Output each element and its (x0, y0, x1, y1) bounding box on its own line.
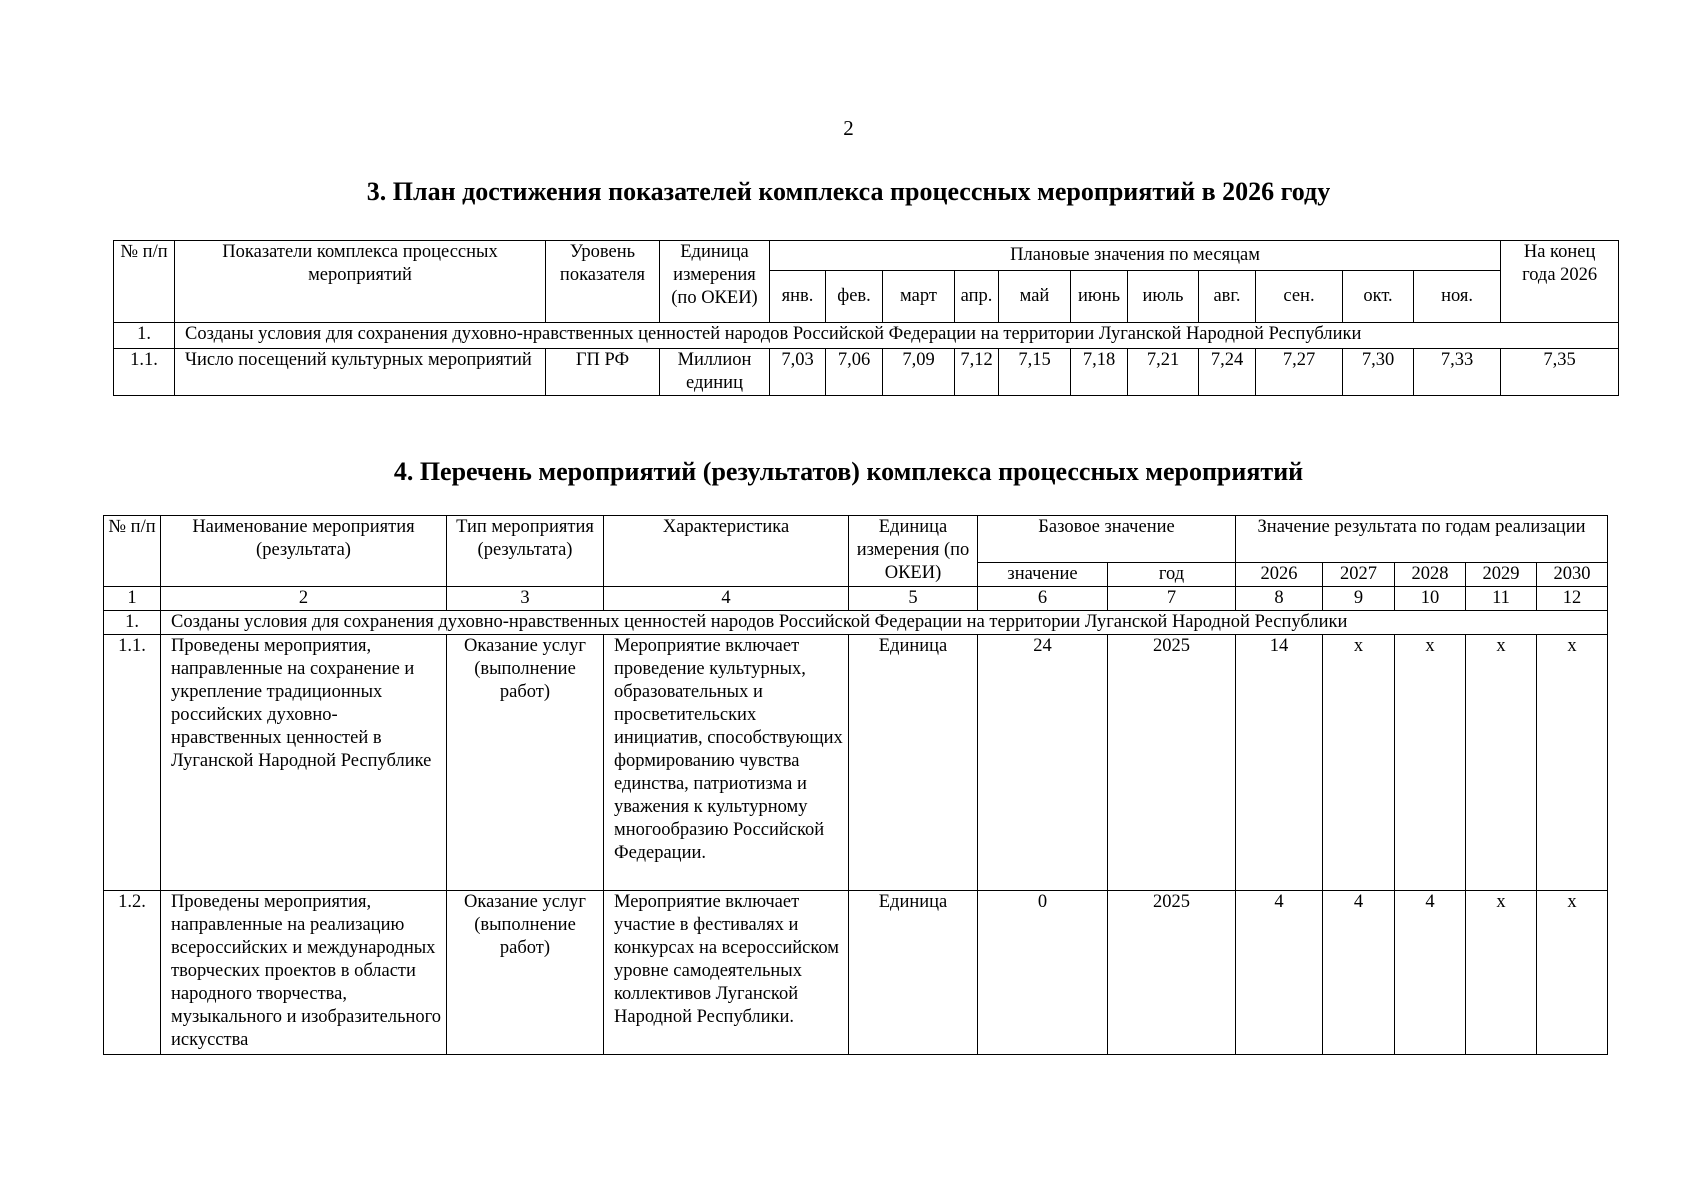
row-base-year: 2025 (1108, 635, 1236, 891)
row-name: Проведены мероприятия, направленные на реализацию всероссийских и международных творческих проектов в области народного творчества, музыкального и изобразительного искусства (161, 891, 447, 1055)
header-level: Уровень показателя (546, 241, 660, 323)
row-level: ГП РФ (546, 349, 660, 396)
row-unit: Миллион единиц (660, 349, 770, 396)
month-value: 7,15 (999, 349, 1071, 396)
header-type: Тип мероприятия (результата) (447, 516, 604, 587)
row-num: 1.1. (104, 635, 161, 891)
month-header: май (999, 271, 1071, 323)
page-number: 2 (843, 116, 854, 140)
header-base-value: значение (978, 563, 1108, 587)
header-year: 2030 (1537, 563, 1608, 587)
column-number: 6 (978, 587, 1108, 611)
column-number: 3 (447, 587, 604, 611)
header-year: 2027 (1323, 563, 1395, 587)
month-header: апр. (955, 271, 999, 323)
month-header: сен. (1256, 271, 1343, 323)
section-row-text: Созданы условия для сохранения духовно-нравственных ценностей народов Российской Федерации на территории Луганской Народной Республики (161, 611, 1608, 635)
month-value: 7,12 (955, 349, 999, 396)
header-year: 2026 (1236, 563, 1323, 587)
month-header: ноя. (1414, 271, 1501, 323)
header-name: Наименование мероприятия (результата) (161, 516, 447, 587)
month-header: янв. (770, 271, 826, 323)
section-4-title: 4. Перечень мероприятий (результатов) комплекса процессных мероприятий (393, 457, 1304, 486)
section-row-text: Созданы условия для сохранения духовно-нравственных ценностей народов Российской Федерации на территории Луганской Народной Республики (175, 323, 1619, 349)
month-value: 7,27 (1256, 349, 1343, 396)
row-year-end: 7,35 (1501, 349, 1619, 396)
header-year: 2029 (1466, 563, 1537, 587)
section-row-num: 1. (114, 323, 175, 349)
header-unit: Единица измерения (по ОКЕИ) (660, 241, 770, 323)
column-number: 8 (1236, 587, 1323, 611)
column-number: 5 (849, 587, 978, 611)
row-base-value: 0 (978, 891, 1108, 1055)
column-number: 12 (1537, 587, 1608, 611)
month-header: июль (1128, 271, 1199, 323)
month-header: окт. (1343, 271, 1414, 323)
section-row-num: 1. (104, 611, 161, 635)
column-number: 1 (104, 587, 161, 611)
row-num: 1.2. (104, 891, 161, 1055)
month-header: авг. (1199, 271, 1256, 323)
header-unit: Единица измерения (по ОКЕИ) (849, 516, 978, 587)
column-number: 9 (1323, 587, 1395, 611)
row-unit: Единица (849, 635, 978, 891)
table-row (104, 891, 1608, 1055)
header-indicator: Показатели комплекса процессных мероприятий (175, 241, 546, 323)
month-value: 7,21 (1128, 349, 1199, 396)
row-base-year: 2025 (1108, 891, 1236, 1055)
row-base-value: 24 (978, 635, 1108, 891)
column-number: 10 (1395, 587, 1466, 611)
header-num: № п/п (104, 516, 161, 587)
row-year-value: х (1395, 635, 1466, 891)
header-year: 2028 (1395, 563, 1466, 587)
month-header: июнь (1071, 271, 1128, 323)
row-indicator: Число посещений культурных мероприятий (175, 349, 546, 396)
row-year-value: х (1537, 635, 1608, 891)
header-num: № п/п (114, 241, 175, 323)
month-value: 7,30 (1343, 349, 1414, 396)
row-year-value: 14 (1236, 635, 1323, 891)
header-characteristic: Характеристика (604, 516, 849, 587)
month-value: 7,33 (1414, 349, 1501, 396)
month-value: 7,03 (770, 349, 826, 396)
row-characteristic: Мероприятие включает проведение культурных, образовательных и просветительских инициатив, способствующих формированию чувства единства, патриотизма и уважения к культурному многообразию Российской Федерации. (604, 635, 849, 891)
row-unit: Единица (849, 891, 978, 1055)
column-number: 11 (1466, 587, 1537, 611)
row-year-value: 4 (1236, 891, 1323, 1055)
row-type: Оказание услуг (выполнение работ) (447, 635, 604, 891)
header-year-end: На конец года 2026 (1501, 241, 1619, 323)
month-header: март (883, 271, 955, 323)
column-number: 2 (161, 587, 447, 611)
row-name: Проведены мероприятия, направленные на сохранение и укрепление традиционных российских духовно-нравственных ценностей в Луганской Народной Республике (161, 635, 447, 891)
month-value: 7,06 (826, 349, 883, 396)
month-header: фев. (826, 271, 883, 323)
table-row (114, 349, 1619, 396)
table-row (104, 635, 1608, 891)
header-base: Базовое значение (978, 516, 1236, 563)
row-year-value: х (1466, 635, 1537, 891)
month-value: 7,09 (883, 349, 955, 396)
month-value: 7,18 (1071, 349, 1128, 396)
column-number: 7 (1108, 587, 1236, 611)
row-num: 1.1. (114, 349, 175, 396)
activities-list-table (103, 515, 1608, 1055)
header-monthly: Плановые значения по месяцам (770, 241, 1501, 271)
row-characteristic: Мероприятие включает участие в фестивалях и конкурсах на всероссийском уровне самодеятельных коллективов Луганской Народной Республики. (604, 891, 849, 1055)
row-type: Оказание услуг (выполнение работ) (447, 891, 604, 1055)
row-year-value: 4 (1395, 891, 1466, 1055)
indicators-plan-table (113, 240, 1619, 396)
row-year-value: х (1323, 635, 1395, 891)
month-value: 7,24 (1199, 349, 1256, 396)
header-base-year: год (1108, 563, 1236, 587)
column-number: 4 (604, 587, 849, 611)
section-3-title: 3. План достижения показателей комплекса процессных мероприятий в 2026 году (366, 177, 1331, 206)
header-result-by-years: Значение результата по годам реализации (1236, 516, 1608, 563)
row-year-value: х (1537, 891, 1608, 1055)
row-year-value: х (1466, 891, 1537, 1055)
row-year-value: 4 (1323, 891, 1395, 1055)
